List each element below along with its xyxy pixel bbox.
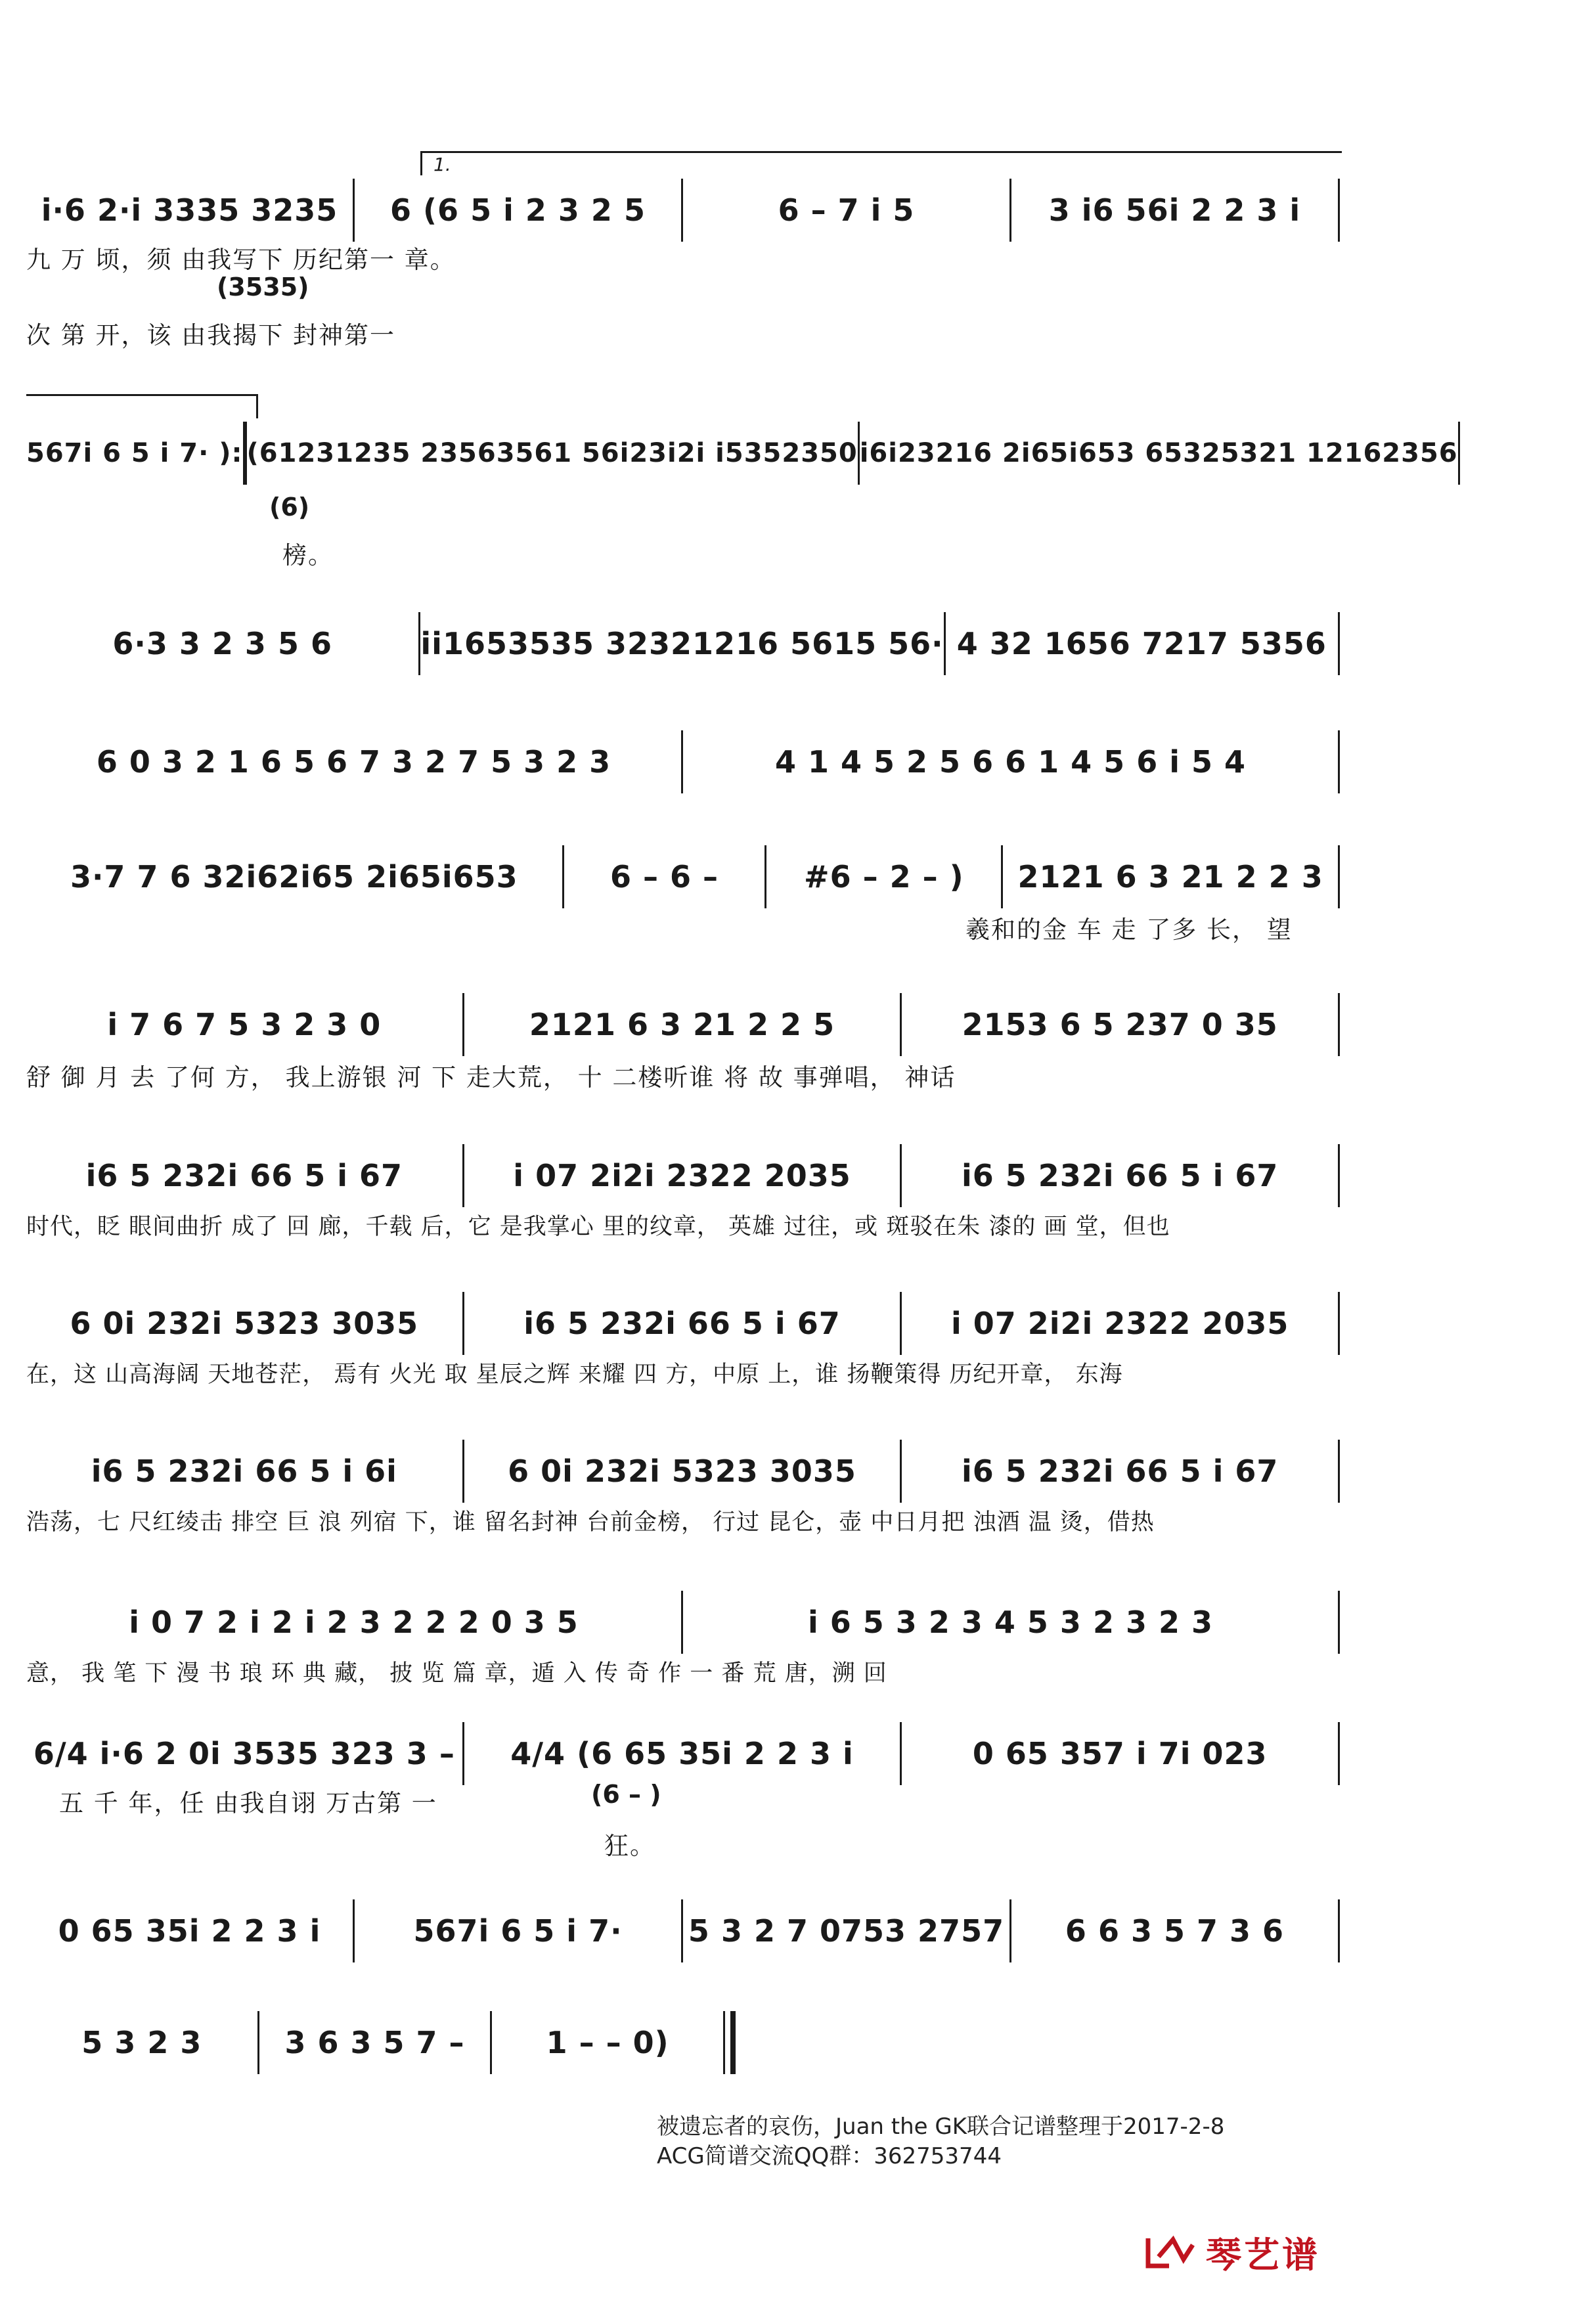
notes-row: [26, 414, 1458, 493]
logo-text: 琴艺谱: [1206, 2234, 1320, 2276]
measure: 4 1 4 5 2 5 6 6 1 4 5 6 i 5 4: [774, 744, 1247, 780]
barline: [1338, 1440, 1340, 1503]
lyric-line-2: 狂。: [604, 1832, 655, 1860]
measure: 4 32 1656 7217 5356: [956, 626, 1327, 661]
notes-row: [26, 2003, 736, 2082]
barline: [1338, 1144, 1340, 1207]
barline: [1458, 422, 1460, 485]
notes-row: [26, 1284, 1340, 1363]
measure: i6 5 232i 66 5 i 6i: [91, 1453, 397, 1489]
measure: i 07 2i2i 2322 2035: [513, 1158, 851, 1193]
notes-row: [26, 1136, 1340, 1215]
measure: 6/4 i·6 2 0i 3535 323 3 –: [33, 1736, 455, 1771]
barline: [1338, 179, 1340, 242]
measure: i6 5 232i 66 5 i 67: [523, 1306, 841, 1341]
measure: 6 – 7 i 5: [778, 192, 915, 228]
barline: [1338, 1292, 1340, 1355]
lyric-line: 时代，眨 眼间曲折 成了 回 廊，千载 后，它 是我掌心 里的纹章， 英雄 过往，或 斑驳在朱 漆的 画 堂，但也: [26, 1214, 1170, 1240]
measure: 2121 6 3 21 2 2 5: [529, 1007, 835, 1042]
measure: 5 3 2 7 0753 2757: [688, 1913, 1005, 1949]
lyric-line: 浩荡，七 尺红绫击 排空 巨 浪 列宿 下，谁 留名封神 台前金榜， 行过 昆仑，壶 中日月把 浊酒 温 烫，借热: [26, 1509, 1155, 1536]
measure: 6 0 3 2 1 6 5 6 7 3 2 7 5 3 2 3: [96, 744, 611, 780]
measure: 6 0i 232i 5323 3035: [508, 1453, 856, 1489]
lyric-line: 五 千 年，任 由我自诩 万古第 一: [59, 1789, 437, 1817]
measure: i 0 7 2 i 2 i 2 3 2 2 2 0 3 5: [129, 1605, 579, 1640]
measure: i·6 2·i 3335 3235: [41, 192, 338, 228]
lyric-line: 意， 我 笔 下 漫 书 琅 环 典 藏， 披 览 篇 章，遁 入 传 奇 作 一 番 荒 唐，溯 回: [26, 1660, 887, 1687]
site-logo: [1144, 2227, 1320, 2278]
notes-row: [26, 722, 1340, 801]
measure: i6i23216 2i65i653 65325321 12162356: [859, 438, 1458, 468]
measure: 6 (6 5 i 2 3 2 5: [390, 192, 646, 228]
barline: [1338, 993, 1340, 1056]
measure: 5 3 2 3: [81, 2025, 202, 2060]
measure: 567i 6 5 i 7· ):: [26, 438, 243, 468]
lyric-line: 榜。: [282, 541, 334, 569]
barline: [1338, 1591, 1340, 1654]
measure: i6 5 232i 66 5 i 67: [961, 1453, 1279, 1489]
measure: (61231235 23563561 56i23i2i i5352350: [246, 438, 858, 468]
notes-row: [26, 1432, 1340, 1511]
barline: [1338, 1722, 1340, 1785]
notes-row: [26, 837, 1340, 916]
lyric-line-2: 次 第 开，该 由我揭下 封神第一: [26, 321, 396, 349]
measure: 6 – 6 –: [610, 859, 719, 895]
measure: i 07 2i2i 2322 2035: [950, 1306, 1289, 1341]
measure: 2153 6 5 237 0 35: [962, 1007, 1278, 1042]
measure: 0 65 35i 2 2 3 i: [58, 1913, 321, 1949]
lyric-line-1: 九 万 顷，须 由我写下 历纪第一 章。: [26, 246, 456, 274]
barline: [1338, 1899, 1340, 1962]
measure: 3 6 3 5 7 –: [284, 2025, 465, 2060]
measure: i 7 6 7 5 3 2 3 0: [107, 1007, 382, 1042]
alt-notes: (6): [269, 493, 310, 521]
measure: 4/4 (6 65 35i 2 2 3 i: [510, 1736, 854, 1771]
barline: [1338, 730, 1340, 793]
measure: 567i 6 5 i 7·: [413, 1913, 623, 1949]
alt-notes: (3535): [217, 273, 309, 301]
measure: ii1653535 32321216 5615 56·: [420, 626, 944, 661]
measure: i6 5 232i 66 5 i 67: [961, 1158, 1279, 1193]
notes-row: [26, 1892, 1340, 1970]
barline: [1338, 612, 1340, 675]
alt-notes: (6 – ): [591, 1780, 661, 1809]
measure: i6 5 232i 66 5 i 67: [85, 1158, 403, 1193]
notes-row: [26, 171, 1340, 250]
measure: i 6 5 3 2 3 4 5 3 2 3 2 3: [807, 1605, 1214, 1640]
logo-mark-icon: [1144, 2233, 1197, 2272]
credit-line-1: 被遗忘者的哀伤，Juan the GK联合记谱整理于2017-2-8: [657, 2114, 1225, 2140]
measure: 3 i6 56i 2 2 3 i: [1048, 192, 1301, 228]
barline: [1338, 845, 1340, 908]
notes-row: [26, 1583, 1340, 1662]
notes-row: [26, 1714, 1340, 1793]
credit-line-2: ACG简谱交流QQ群：362753744: [657, 2143, 1002, 2169]
measure: 3·7 7 6 32i62i65 2i65i653: [70, 859, 518, 895]
measure: 6·3 3 2 3 5 6: [112, 626, 332, 661]
lyric-line: 羲和的金 车 走 了多 长， 望: [965, 916, 1293, 944]
measure: 6 6 3 5 7 3 6: [1065, 1913, 1285, 1949]
measure: 0 65 357 i 7i 023: [972, 1736, 1268, 1771]
lyric-line: 舒 御 月 去 了何 方， 我上游银 河 下 走大荒， 十 二楼听谁 将 故 事弹唱， 神话: [26, 1063, 956, 1092]
final-barline: [723, 2011, 736, 2074]
notes-row: [26, 604, 1340, 683]
measure: 6 0i 232i 5323 3035: [70, 1306, 419, 1341]
lyric-line: 在，这 山高海阔 天地苍茫， 焉有 火光 取 星辰之辉 来耀 四 方，中原 上，谁 扬鞭策得 历纪开章， 东海: [26, 1362, 1123, 1388]
measure: 2121 6 3 21 2 2 3: [1017, 859, 1323, 895]
measure: #6 – 2 – ): [804, 859, 964, 895]
measure: 1 – – 0): [546, 2025, 669, 2060]
volta-label-1: 1.: [433, 154, 451, 175]
notes-row: [26, 985, 1340, 1064]
